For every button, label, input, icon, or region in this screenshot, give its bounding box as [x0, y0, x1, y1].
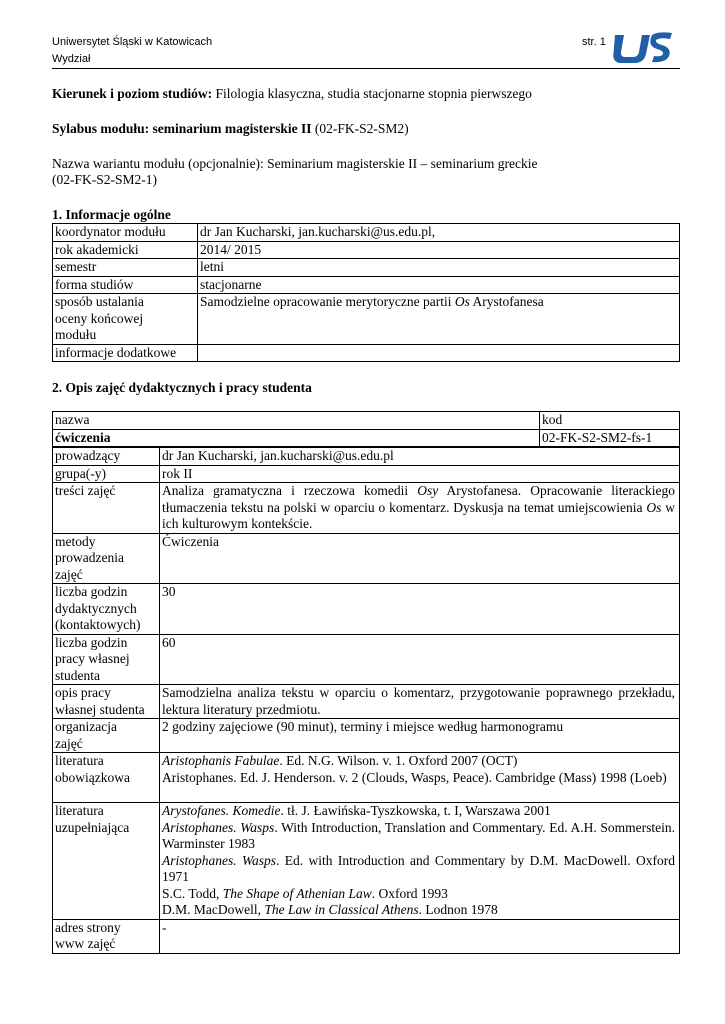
table-row — [53, 224, 680, 242]
section-2-heading: 2. Opis zajęć dydaktycznych i pracy studenta — [52, 380, 312, 395]
row-value: letni — [198, 259, 680, 277]
field-of-study — [52, 86, 680, 102]
field-label: Kierunek i poziom studiów: — [52, 86, 213, 101]
table-row — [53, 685, 680, 719]
variant-line-1: Nazwa wariantu modułu (opcjonalnie): Seminarium magisterskie II – seminarium greckie — [52, 156, 538, 171]
row-value: 60 — [160, 634, 680, 685]
page-number: str. 1 — [582, 36, 606, 48]
row-label: adres strony www zajęć — [53, 919, 160, 953]
variant-name — [52, 156, 680, 188]
row-label: liczba godzin pracy własnej studenta — [53, 634, 160, 685]
variant-line-2: (02-FK-S2-SM2-1) — [52, 172, 158, 187]
row-label: rok akademicki — [53, 241, 198, 259]
classes-head-table — [52, 411, 680, 447]
row-label: grupa(-y) — [53, 465, 160, 483]
row-label: sposób ustalania oceny końcowej modułu — [53, 294, 198, 345]
table-row — [53, 753, 680, 803]
table-row — [53, 448, 680, 466]
table-row — [53, 344, 680, 362]
page-header — [52, 34, 680, 70]
row-label: metody prowadzenia zajęć — [53, 533, 160, 584]
table-row — [53, 634, 680, 685]
row-value: Analiza gramatyczna i rzeczowa komedii Osy Arystofanesa. Opracowanie literackiego tłumaczenia tekstu na polski w oparciu o komentarz. Dyskusja na temat umiejscowienia Os w ich kulturowym kontekście. — [160, 483, 680, 534]
section-1-heading: 1. Informacje ogólne — [52, 207, 171, 222]
row-label: informacje dodatkowe — [53, 344, 198, 362]
table-row — [53, 483, 680, 534]
syllabus-label: Sylabus modułu: seminarium magisterskie II — [52, 121, 312, 136]
row-value: stacjonarne — [198, 276, 680, 294]
row-label: forma studiów — [53, 276, 198, 294]
university-name: Uniwersytet Śląski w Katowicach — [52, 36, 213, 48]
logo-swoosh-s — [650, 32, 672, 62]
class-name: ćwiczenia — [53, 429, 540, 447]
row-value: 2 godziny zajęciowe (90 minut), terminy i miejsce według harmonogramu — [160, 719, 680, 753]
row-label: literatura uzupełniająca — [53, 803, 160, 920]
row-value: Aristophanis Fabulae. Ed. N.G. Wilson. v. 1. Oxford 2007 (OCT) Aristophanes. Ed. J. Henderson. v. 2 (Clouds, Wasps, Peace). Cambridge (Mass) 1998 (Loeb) — [160, 753, 680, 803]
general-info-table — [52, 223, 680, 362]
row-value: Ćwiczenia — [160, 533, 680, 584]
row-value: Samodzielne opracowanie merytoryczne partii Os Arystofanesa — [198, 294, 680, 345]
table-row — [53, 241, 680, 259]
row-label: literatura obowiązkowa — [53, 753, 160, 803]
table-row — [53, 719, 680, 753]
department-name: Wydział — [52, 53, 91, 65]
table-row — [53, 803, 680, 920]
logo-swoosh-u — [613, 35, 650, 63]
name-label: nazwa — [53, 412, 540, 430]
field-value: Filologia klasyczna, studia stacjonarne stopnia pierwszego — [212, 86, 532, 101]
table-row — [53, 276, 680, 294]
row-label: organizacja zajęć — [53, 719, 160, 753]
row-value: dr Jan Kucharski, jan.kucharski@us.edu.pl, — [198, 224, 680, 242]
row-value: Arystofanes. Komedie. tł. J. Ławińska-Tyszkowska, t. I, Warszawa 2001 Aristophanes. Wasps. With Introduction, Translation and Commentary. Ed. A.H. Sommerstein. Warminster 1983 Aristophanes. Wasps. Ed. with Introduction and Commentary by D.M. MacDowell. Oxford 1971 S.C. Todd, The Shape of Athenian Law. Oxford 1993 D.M. MacDowell, The Law in Classical Athens. Lodnon 1978 — [160, 803, 680, 920]
classes-detail-table — [52, 447, 680, 954]
row-label: opis pracy własnej studenta — [53, 685, 160, 719]
row-value: 2014/ 2015 — [198, 241, 680, 259]
syllabus-title — [52, 121, 680, 137]
row-value: - — [160, 919, 680, 953]
us-logo — [612, 30, 676, 64]
header-divider — [52, 68, 680, 69]
class-code: 02-FK-S2-SM2-fs-1 — [540, 429, 680, 447]
row-label: prowadzący — [53, 448, 160, 466]
table-row — [53, 584, 680, 635]
table-row — [53, 294, 680, 345]
syllabus-code: (02-FK-S2-SM2) — [311, 121, 409, 136]
row-label: liczba godzin dydaktycznych (kontaktowych) — [53, 584, 160, 635]
code-label: kod — [540, 412, 680, 430]
table-row — [53, 533, 680, 584]
document-body — [52, 86, 680, 954]
row-label: treści zajęć — [53, 483, 160, 534]
row-value: rok II — [160, 465, 680, 483]
row-value — [198, 344, 680, 362]
row-label: koordynator modułu — [53, 224, 198, 242]
row-value: dr Jan Kucharski, jan.kucharski@us.edu.pl — [160, 448, 680, 466]
row-label: semestr — [53, 259, 198, 277]
table-row — [53, 259, 680, 277]
row-value: 30 — [160, 584, 680, 635]
table-row — [53, 465, 680, 483]
table-row — [53, 429, 680, 447]
table-row — [53, 412, 680, 430]
table-row — [53, 919, 680, 953]
row-value: Samodzielna analiza tekstu w oparciu o komentarz, przygotowanie poprawnego przekładu, lektura literatury przedmiotu. — [160, 685, 680, 719]
